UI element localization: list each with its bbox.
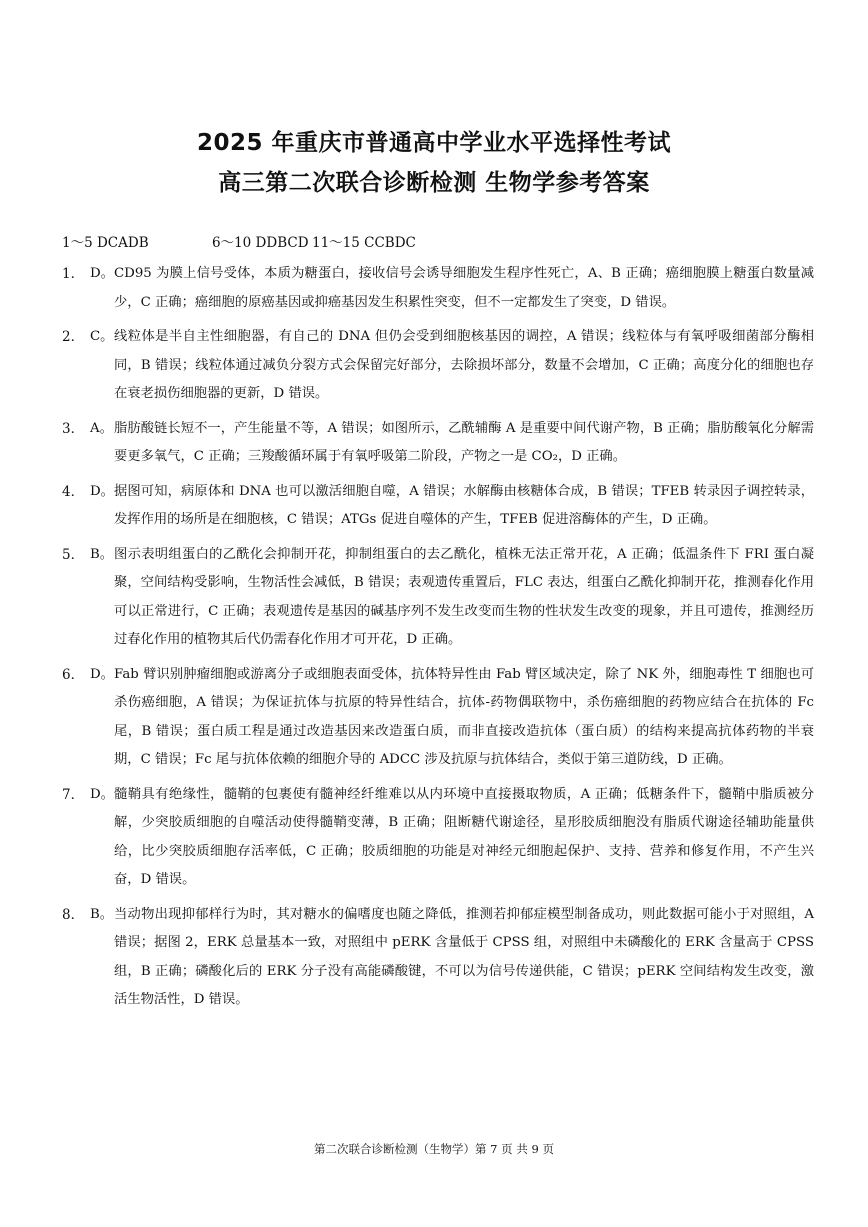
item-explanation: 髓鞘具有绝缘性，髓鞘的包裹使有髓神经纤维难以从内环境中直接摄取物质，A 正确；低糖条件下，髓鞘中脂质被分解，少突胶质细胞的自噬活动使得髓鞘变薄，B 正确；阻断糖代谢途径，星形胶质细胞没有脂质代谢途径辅助能量供给，比少突胶质细胞存活率低，C 正确；胶质细胞的功能是对神经元细胞起保护、支持、营养和修复作用，不产生兴奋，D 错误。 — [114, 786, 814, 887]
item-number: 2． — [62, 329, 85, 345]
list-item — [62, 661, 814, 775]
list-item — [62, 415, 814, 472]
item-answer: D。 — [90, 786, 114, 802]
list-item — [62, 541, 814, 655]
answer-key-group-3: 11～15 CCBDC — [312, 235, 416, 251]
item-answer: D。 — [90, 483, 114, 499]
list-item — [62, 260, 814, 317]
item-explanation: Fab 臂识别肿瘤细胞或游离分子或细胞表面受体，抗体特异性由 Fab 臂区域决定，除了 NK 外，细胞毒性 T 细胞也可杀伤癌细胞，A 错误；为保证抗体与抗原的特异性结合，抗体-药物偶联物中，杀伤癌细胞的药物应结合在抗体的 Fc 尾，B 错误；蛋白质工程是通过改造基因来改造蛋白质，而非直接改造抗体（蛋白质）的结构来提高抗体药物的半衰期，C 错误；Fc 尾与抗体依赖的细胞介导的 ADCC 涉及抗原与抗体结合，类似于第三道防线，D 正确。 — [114, 666, 814, 767]
item-answer: D。 — [90, 666, 114, 682]
item-explanation: 图示表明组蛋白的乙酰化会抑制开花，抑制组蛋白的去乙酰化，植株无法正常开花，A 正确；低温条件下 FRI 蛋白凝聚，空间结构受影响，生物活性会减低，B 错误；表观遗传重置后，FLC 表达，组蛋白乙酰化抑制开花，推测春化作用可以正常进行，C 正确；表观遗传是基因的碱基序列不发生改变而生物的性状发生改变的现象，并且可遗传，推测经历过春化作用的植物其后代仍需春化作用才可开花，D 正确。 — [114, 546, 814, 647]
list-item — [62, 781, 814, 895]
page-footer: 第二次联合诊断检测（生物学）第 7 页 共 9 页 — [314, 1142, 554, 1156]
list-item — [62, 478, 814, 535]
item-answer: A。 — [90, 420, 113, 436]
item-number: 3． — [62, 420, 85, 437]
page-subtitle: 高三第二次联合诊断检测 生物学参考答案 — [218, 170, 650, 196]
item-number: 7． — [62, 786, 85, 803]
item-answer: D。 — [90, 266, 114, 281]
list-item — [62, 323, 814, 409]
item-explanation: 线粒体是半自主性细胞器，有自己的 DNA 但仍会受到细胞核基因的调控，A 错误；线粒体与有氧呼吸细菌部分酶相同，B 错误；线粒体通过减负分裂方式会保留完好部分，去除损坏部分，数量不会增加，C 正确；高度分化的细胞也存在衰老损伤细胞器的更新，D 错误。 — [114, 329, 814, 401]
title-block — [0, 126, 868, 200]
item-explanation: 当动物出现抑郁样行为时，其对糖水的偏嗜度也随之降低，推测若抑郁症模型制备成功，则此数据可能小于对照组，A 错误；据图 2，ERK 总量基本一致，对照组中 pERK 含量低于 CPSS 组，对照组中未磷酸化的 ERK 含量高于 CPSS 组，B 正确；磷酸化后的 ERK 分子没有高能磷酸键，不可以为信号传递供能，C 错误；pERK 空间结构发生改变，激活生物活性，D 错误。 — [114, 906, 814, 1007]
item-number: 4． — [62, 483, 85, 500]
item-explanation: CD95 为膜上信号受体，本质为糖蛋白，接收信号会诱导细胞发生程序性死亡，A、B 正确；癌细胞膜上糖蛋白数量减少，C 正确；癌细胞的原癌基因或抑癌基因发生积累性突变，但不一定都发生了突变，D 错误。 — [114, 266, 814, 310]
item-number: 1． — [62, 266, 85, 282]
item-answer: C。 — [90, 329, 114, 344]
item-explanation: 脂肪酸链长短不一，产生能量不等，A 错误；如图所示，乙酰辅酶 A 是重要中间代谢产物，B 正确；脂肪酸氧化分解需要更多氧气，C 正确；三羧酸循环属于有氧呼吸第二阶段，产物之一是 CO₂，D 正确。 — [114, 420, 814, 464]
item-answer: B。 — [90, 906, 114, 922]
item-number: 8． — [62, 906, 85, 923]
answer-key — [62, 234, 416, 252]
item-number: 5． — [62, 546, 85, 563]
answer-key-group-1: 1～5 DCADB — [62, 235, 149, 251]
answer-explanations — [62, 260, 814, 1021]
item-answer: B。 — [90, 546, 114, 562]
item-number: 6． — [62, 666, 85, 683]
answer-key-group-2: 6～10 DDBCD — [212, 235, 309, 251]
page-title: 2025 年重庆市普通高中学业水平选择性考试 — [196, 130, 672, 156]
item-explanation: 据图可知，病原体和 DNA 也可以激活细胞自噬，A 错误；水解酶由核糖体合成，B 错误；TFEB 转录因子调控转录，发挥作用的场所是在细胞核，C 错误；ATGs 促进自噬体的产生，TFEB 促进溶酶体的产生，D 正确。 — [114, 483, 814, 527]
list-item — [62, 901, 814, 1015]
